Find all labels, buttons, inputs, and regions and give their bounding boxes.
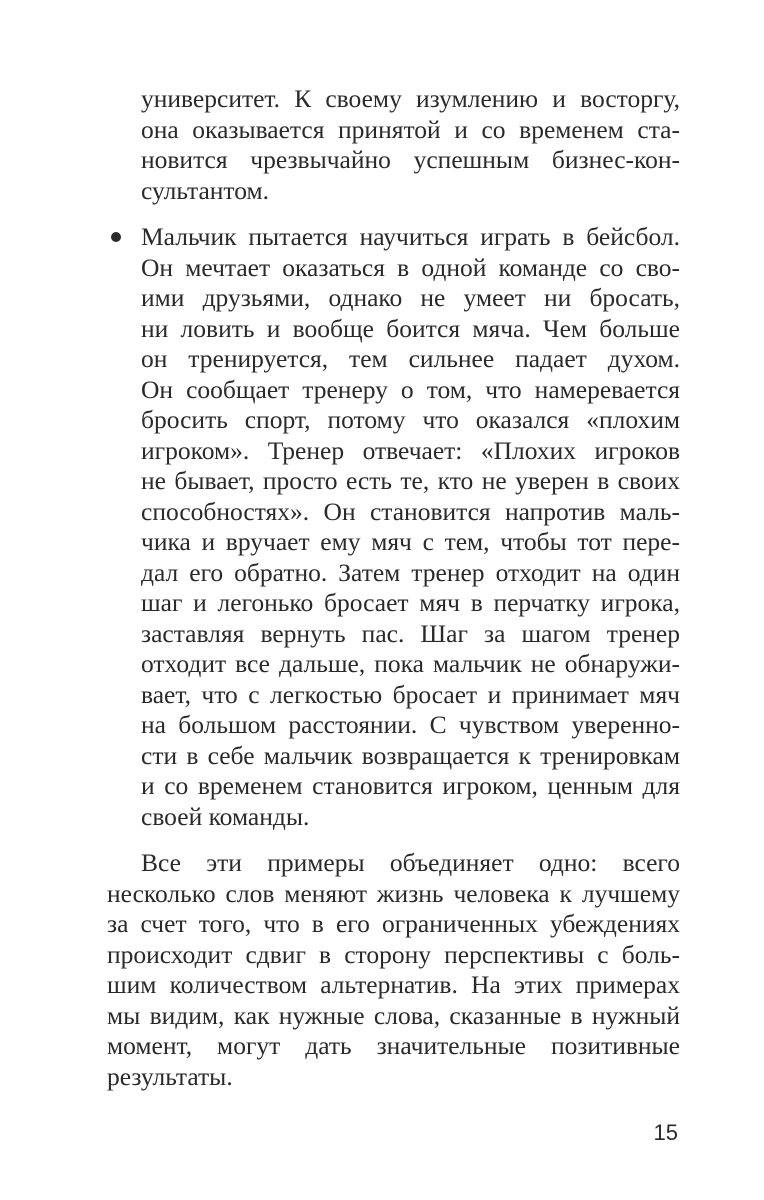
text-line: заставляя вернуть пас. Шаг за шагом тренер <box>141 618 680 648</box>
text-line: ими друзьями, однако не умеет ни бросать, <box>141 283 680 312</box>
text-line: чика и вручает ему мяч с тем, чтобы тот пере- <box>141 527 680 556</box>
text-line: результаты. <box>107 1061 233 1091</box>
text-line: Он сообщает тренеру о том, что намеревается <box>141 374 680 404</box>
text-line: Мальчик пытается научиться играть в бейсбол. <box>141 222 680 251</box>
text-line: дал его обратно. Затем тренер отходит на один <box>141 557 680 587</box>
text-line: несколько слов меняют жизнь человека к лучшему <box>107 878 680 908</box>
paragraph-continuation <box>107 84 680 206</box>
bullet-paragraph-baseball <box>107 222 680 832</box>
text-line: ни ловить и вообще боится мяча. Чем больше <box>141 313 680 343</box>
text-line: университет. К своему изумлению и восторгу, <box>141 84 680 113</box>
text-line: он тренируется, тем сильнее падает духом. <box>141 344 680 373</box>
text-line: момент, могут дать значительные позитивные <box>107 1031 680 1060</box>
text-line: шаг и легонько бросает мяч в перчатку игрока, <box>141 588 680 617</box>
text-line: она оказывается принятой и со временем ста- <box>141 114 680 144</box>
text-line: бросить спорт, потому что оказался «плохим <box>141 405 680 434</box>
text-line: сультантом. <box>141 175 269 205</box>
text-line: способностях». Он становится напротив маль- <box>141 496 680 526</box>
text-line: Все эти примеры объединяет одно: всего <box>141 848 680 877</box>
text-line: не бывает, просто есть те, кто не уверен в своих <box>141 466 680 495</box>
text-line: игроком». Тренер отвечает: «Плохих игроков <box>141 435 680 465</box>
paragraph-conclusion <box>107 848 680 1092</box>
text-line: и со временем становится игроком, ценным для <box>141 771 680 800</box>
text-line: на большом расстоянии. С чувством уверенно- <box>141 710 680 739</box>
text-line: сти в себе мальчик возвращается к тренировкам <box>141 740 680 770</box>
text-line: за счет того, что в его ограниченных убеждениях <box>107 909 680 938</box>
page-number: 15 <box>653 1120 678 1145</box>
text-line: отходит все дальше, пока мальчик не обнаружи- <box>141 649 680 678</box>
text-line: происходит сдвиг в сторону перспективы с боль- <box>107 939 680 969</box>
text-line: шим количеством альтернатив. На этих примерах <box>107 970 680 999</box>
text-line: новится чрезвычайно успешным бизнес-кон- <box>141 145 680 174</box>
text-line: мы видим, как нужные слова, сказанные в нужный <box>107 1000 680 1030</box>
text-line: вает, что с легкостью бросает и принимает мяч <box>141 679 680 709</box>
text-line: Он мечтает оказаться в одной команде со сво- <box>141 252 680 282</box>
text-line: своей команды. <box>141 801 310 831</box>
